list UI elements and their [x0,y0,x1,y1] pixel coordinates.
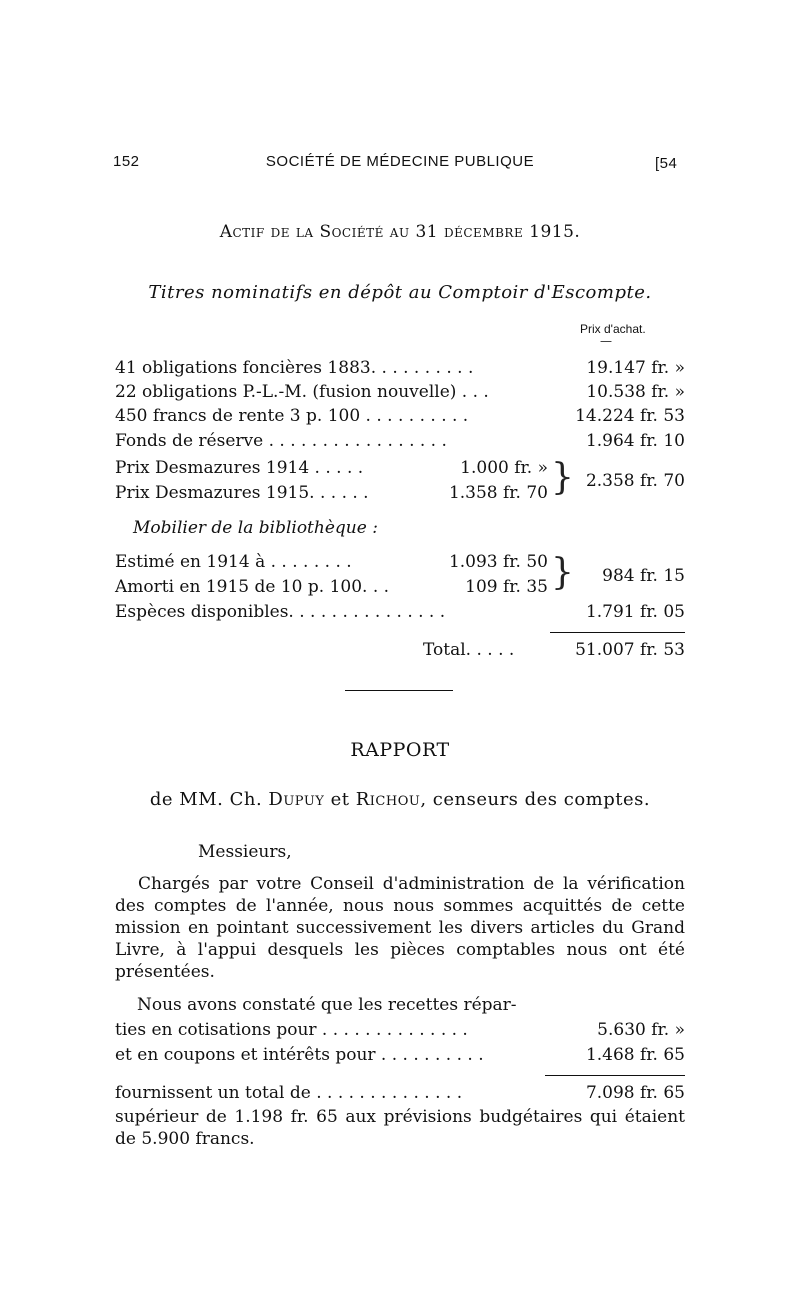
page-mark: [54 [655,155,678,172]
paragraph-1: Chargés par votre Conseil d'administration de la vérification des comptes de l'année, nous nous sommes acquittés de cette mission en pointant successivement les divers articles du Grand Livre, à l'appui desquels les pièces comptables nous ont été présentées. [115,874,685,982]
row-amount: 1.468 fr. 65 [585,1045,685,1065]
row-amount: 5.630 fr. » [597,1020,685,1040]
row-amount: 14.224 fr. 53 [575,406,685,426]
column-header-rule: — [600,334,612,348]
total-amount: 51.007 fr. 53 [575,640,685,660]
byline-suffix: , censeurs des comptes. [420,789,651,810]
censor-name-1: Dupuy [268,789,325,810]
total-rule [550,632,685,633]
row-amount: 7.098 fr. 65 [585,1083,685,1103]
byline-prefix: de MM. Ch. [149,789,263,810]
column-header: Prix d'achat. [580,322,646,336]
sum-rule [545,1075,685,1076]
row-amount: 10.538 fr. » [586,382,685,402]
actif-subtitle: Titres nominatifs en dépôt au Comptoir d'Escompte. [148,282,652,303]
row-label: 22 obligations P.-L.-M. (fusion nouvelle) . . . [115,382,489,402]
byline-mid: et [330,789,350,810]
row-amount: 1.964 fr. 10 [585,431,685,451]
page-number: 152 [113,153,140,170]
paragraph-2-line-1: Nous avons constaté que les recettes répar- [137,995,517,1015]
row-label: ties en cotisations pour . . . . . . . . . . . . . . [115,1020,468,1040]
row-label: Espèces disponibles. . . . . . . . . . . . . . . [115,602,446,622]
row-label: Estimé en 1914 à . . . . . . . . [115,552,352,572]
total-label: Total. . . . . [423,640,515,660]
mobilier-total: 984 fr. 15 [602,566,685,586]
row-label: fournissent un total de . . . . . . . . . . . . . . [115,1083,463,1103]
section-separator [345,690,453,691]
prix-total: 2.358 fr. 70 [585,471,685,491]
row-sub-amount: 109 fr. 35 [465,577,548,597]
row-sub-amount: 1.000 fr. » [460,458,548,478]
row-label: 450 francs de rente 3 p. 100 . . . . . . . . . . [115,406,469,426]
rapport-title: RAPPORT [350,739,450,761]
row-label: 41 obligations foncières 1883. . . . . . . . . . [115,358,474,378]
rapport-byline [0,789,800,810]
row-amount: 19.147 fr. » [586,358,685,378]
row-label: Amorti en 1915 de 10 p. 100. . . [115,577,390,597]
row-label: Prix Desmazures 1914 . . . . . [115,458,364,478]
mobilier-heading: Mobilier de la bibliothèque : [133,518,378,538]
row-amount: 1.791 fr. 05 [585,602,685,622]
actif-title: Actif de la Société au 31 décembre 1915. [219,222,581,242]
row-label: Prix Desmazures 1915. . . . . . [115,483,369,503]
brace-mobilier: } [551,552,574,593]
running-title: SOCIÉTÉ DE MÉDECINE PUBLIQUE [265,153,535,170]
row-label: et en coupons et intérêts pour . . . . . . . . . . [115,1045,484,1065]
row-sub-amount: 1.358 fr. 70 [448,483,548,503]
closing-paragraph: supérieur de 1.198 fr. 65 aux prévisions budgétaires qui étaient de 5.900 francs. [115,1107,685,1149]
censor-name-2: Richou [355,789,421,810]
row-label: Fonds de réserve . . . . . . . . . . . . . . . . . [115,431,447,451]
brace-prix: } [551,457,574,498]
row-sub-amount: 1.093 fr. 50 [448,552,548,572]
salutation: Messieurs, [198,842,292,862]
